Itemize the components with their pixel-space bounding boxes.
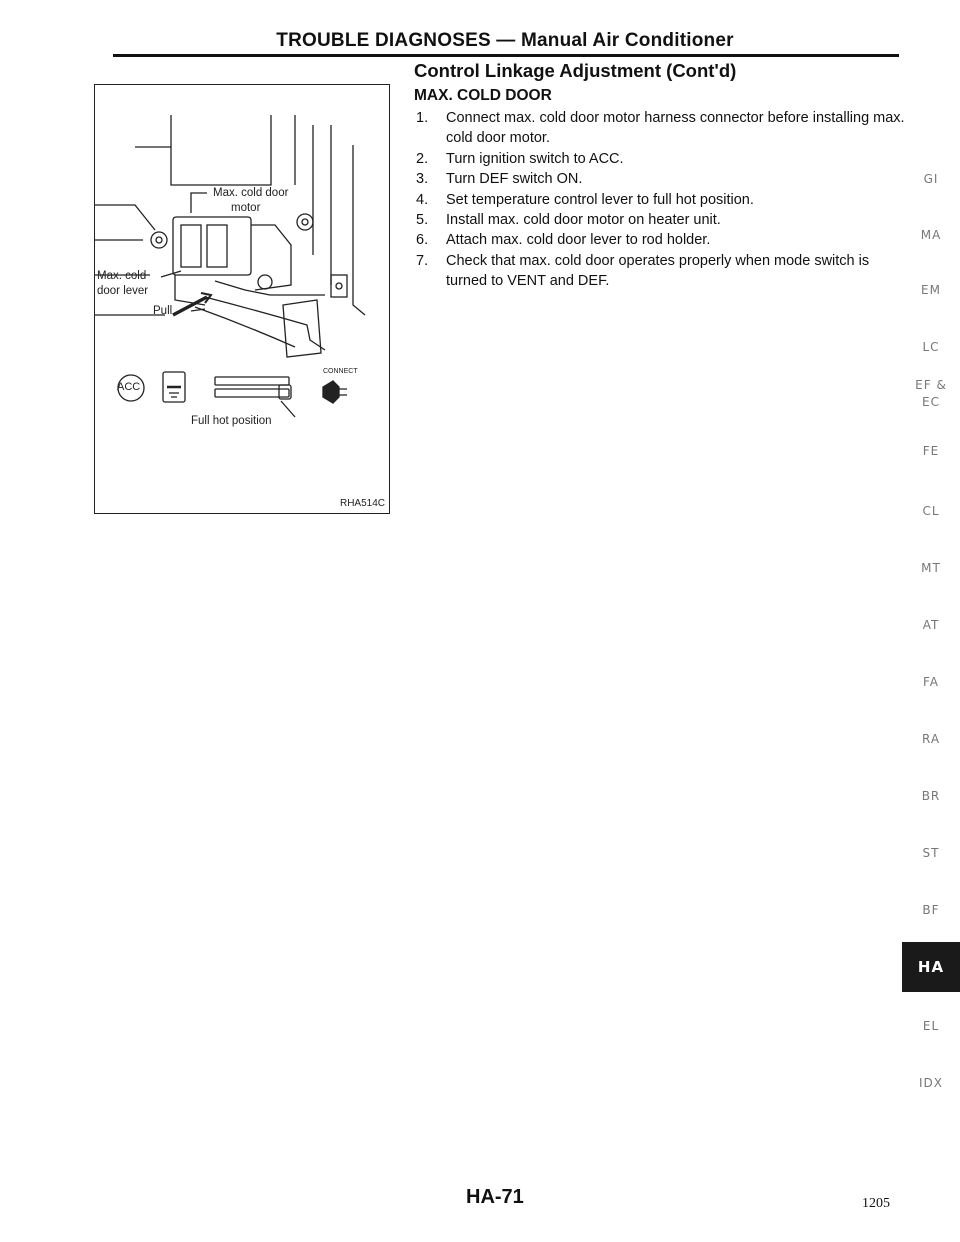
procedure-steps [414, 108, 914, 292]
subsection-title: MAX. COLD DOOR [414, 87, 552, 104]
acc-key-label: ACC [117, 381, 141, 393]
step-item [414, 108, 914, 149]
step-number: 6. [416, 232, 429, 249]
lever-label-line2: door lever [97, 285, 149, 297]
step-number: 3. [416, 171, 429, 188]
index-tab-ma[interactable]: MA [920, 228, 942, 242]
index-tab-bf[interactable]: BF [922, 903, 940, 917]
index-tab-mt[interactable]: MT [921, 561, 941, 575]
step-item [414, 230, 914, 250]
step-item [414, 190, 914, 210]
figure-code: RHA514C [339, 498, 385, 509]
index-tab-ec[interactable]: EC [922, 395, 940, 409]
step-text: Set temperature control lever to full hot position. [446, 191, 754, 208]
step-number: 4. [416, 191, 429, 208]
step-text: Turn DEF switch ON. [446, 171, 583, 188]
step-item [414, 169, 914, 189]
step-number: 1. [416, 110, 429, 126]
step-text: Install max. cold door motor on heater unit. [446, 212, 721, 229]
header-rule [113, 54, 899, 57]
pull-label: Pull [153, 305, 173, 317]
step-text: Attach max. cold door lever to rod holder. [446, 232, 711, 249]
index-tab-ha-active[interactable]: HA [902, 942, 960, 992]
linkage-figure [94, 84, 390, 514]
step-text: Check that max. cold door operates properly when mode switch is turned to VENT and DEF. [446, 252, 870, 290]
page-number: 1205 [862, 1196, 890, 1211]
index-tab-gi[interactable]: GI [923, 172, 939, 186]
step-number: 7. [416, 252, 429, 269]
page-header-title: TROUBLE DIAGNOSES — Manual Air Conditioner [276, 30, 734, 51]
index-tab-ef[interactable]: EF & [915, 378, 947, 392]
index-tab-at[interactable]: AT [922, 618, 940, 632]
page-code: HA-71 [466, 1186, 524, 1208]
motor-label-line1: Max. cold door [213, 187, 289, 199]
full-hot-label: Full hot position [191, 415, 272, 427]
motor-label-line2: motor [231, 202, 261, 214]
step-number: 2. [416, 150, 429, 167]
index-tab-lc[interactable]: LC [922, 340, 940, 354]
index-tab-fa[interactable]: FA [922, 675, 939, 689]
section-title: Control Linkage Adjustment (Cont'd) [414, 60, 737, 81]
step-number: 5. [416, 212, 429, 229]
lever-label-line1: Max. cold [97, 270, 147, 282]
index-tab-el[interactable]: EL [922, 1019, 940, 1033]
step-text: Turn ignition switch to ACC. [446, 150, 624, 167]
index-tab-br[interactable]: BR [921, 789, 941, 803]
index-tab-ra[interactable]: RA [921, 732, 941, 746]
index-tab-cl[interactable]: CL [922, 504, 940, 518]
connect-label: CONNECT [323, 368, 358, 375]
step-item [414, 149, 914, 169]
step-item [414, 251, 914, 292]
index-tab-idx[interactable]: IDX [919, 1076, 943, 1090]
index-tab-em[interactable]: EM [921, 283, 941, 297]
index-tab-fe[interactable]: FE [922, 444, 940, 458]
step-item [414, 210, 914, 230]
side-index [902, 0, 960, 1242]
linkage-illustration [95, 85, 391, 515]
index-tab-st[interactable]: ST [922, 846, 940, 860]
step-text: Connect max. cold door motor harness connector before installing max. cold door motor. [446, 110, 905, 147]
